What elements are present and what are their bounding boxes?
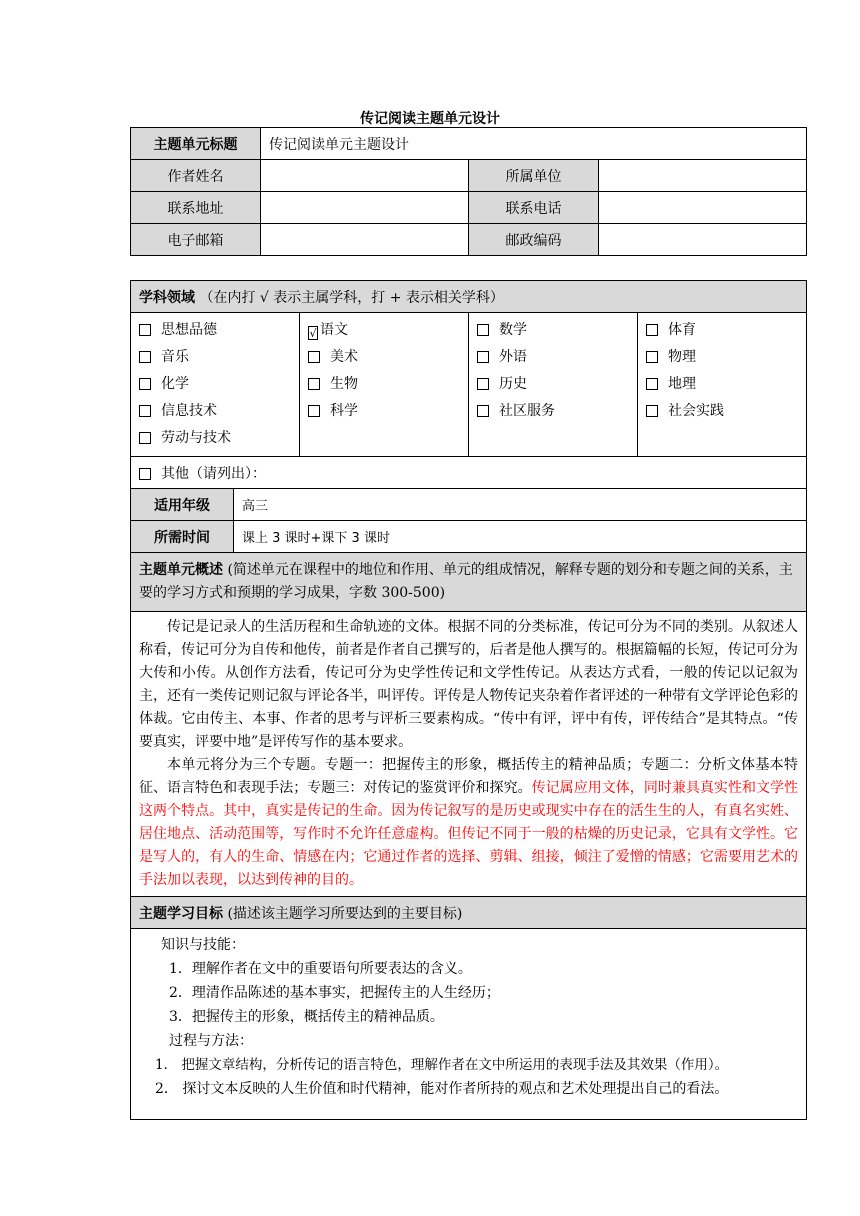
knowledge-item: 3．把握传主的形象，概括传主的精神品质。: [169, 1009, 444, 1025]
checkbox-icon[interactable]: [646, 351, 658, 363]
subject-option[interactable]: 生物: [308, 371, 460, 398]
grade-label: 适用年级: [131, 489, 234, 521]
subject-option[interactable]: 社会实践: [646, 398, 798, 425]
address-label: 联系地址: [131, 192, 261, 224]
zip-label: 邮政编码: [469, 224, 599, 256]
time-value[interactable]: 课上 3 课时+课下 3 课时: [234, 521, 807, 553]
subject-option[interactable]: 物理: [646, 344, 798, 371]
overview-red-text: 传记属应用文体，同时兼具真实性和文学性这两个特点。其中，真实是传记的生命。因为传记叙写的是历史或现实中存在的活生生的人，有真名实姓、居住地点、活动范围等，写作时不允许任意虚构。但传记不同于一般的枯燥的历史记录，它具有文学性。它是写人的，有人的生命、情感在内；它通过作者的选择、剪辑、组接，倾注了爱憎的情感；它需要用艺术的手法加以表现，以达到传神的目的。: [139, 780, 799, 888]
page-title: 传记阅读主题单元设计: [360, 111, 500, 127]
checkbox-icon[interactable]: [646, 378, 658, 390]
objectives-header: [131, 897, 807, 929]
objectives-hint: (描述该主题学习所要达到的主要目标): [227, 905, 463, 922]
checkbox-checked-icon[interactable]: √: [309, 327, 317, 340]
subject-option[interactable]: 美术: [308, 344, 460, 371]
overview-paragraph-2: 本单元将分为三个专题。专题一：把握传主的形象，概括传主的精神品质；专题二：分析文体基本特征、语言特色和表现手法；专题三：对传记的鉴赏评价和探究。传记属应用文体，同时兼具真实性和文学性这两个特点。其中，真实是传记的生命。因为传记叙写的是历史或现实中存在的活生生的人，有真名实姓、居住地点、活动范围等，写作时不允许任意虚构。但传记不同于一般的枯燥的历史记录，它具有文学性。它是写人的，有人的生命、情感在内；它通过作者的选择、剪辑、组接，倾注了爱憎的情感；它需要用艺术的手法加以表现，以达到传神的目的。: [139, 757, 799, 888]
overview-label: 主题单元概述: [139, 562, 223, 578]
checkbox-icon[interactable]: [477, 324, 489, 336]
overview-header: [131, 553, 807, 612]
overview-body: [131, 612, 807, 897]
email-label: 电子邮箱: [131, 224, 261, 256]
checkbox-icon[interactable]: [139, 324, 151, 336]
checkbox-icon[interactable]: [139, 405, 151, 417]
phone-value[interactable]: [599, 192, 807, 224]
checkbox-icon[interactable]: [139, 468, 151, 480]
checkbox-icon[interactable]: [308, 378, 320, 390]
checkbox-icon[interactable]: [477, 351, 489, 363]
info-table: [130, 127, 807, 256]
knowledge-item: 2．理清作品陈述的基本事实，把握传主的人生经历；: [169, 985, 500, 1001]
org-value[interactable]: [599, 160, 807, 192]
address-value[interactable]: [261, 192, 469, 224]
subject-col-4: [638, 313, 807, 457]
subject-option[interactable]: 思想品德: [139, 317, 291, 344]
knowledge-heading: 知识与技能：: [161, 937, 245, 953]
objectives-body: [131, 929, 807, 1120]
overview-hint: (简述单元在课程中的地位和作用、单元的组成情况，解释专题的划分和专题之间的关系，主要的学习方式和预期的学习成果，字数 300-500): [139, 562, 793, 601]
subject-col-1: [131, 313, 300, 457]
design-table: [130, 280, 807, 1120]
checkbox-icon[interactable]: [139, 351, 151, 363]
subject-option[interactable]: 劳动与技术: [139, 425, 291, 452]
checkbox-icon[interactable]: [646, 324, 658, 336]
grade-value[interactable]: 高三: [234, 489, 807, 521]
subject-option[interactable]: 数学: [477, 317, 629, 344]
checkbox-icon[interactable]: [308, 405, 320, 417]
subject-option[interactable]: 化学: [139, 371, 291, 398]
subject-area-hint: （在内打 √ 表示主属学科，打 + 表示相关学科）: [199, 289, 504, 306]
org-label: 所属单位: [469, 160, 599, 192]
process-item: 1． 把握文章结构，分析传记的语言特色，理解作者在文中所运用的表现手法及其效果（作用）。: [155, 1057, 729, 1073]
checkbox-icon[interactable]: [139, 432, 151, 444]
checkbox-icon[interactable]: [308, 351, 320, 363]
subject-option[interactable]: 科学: [308, 398, 460, 425]
author-label: 作者姓名: [131, 160, 261, 192]
subject-option[interactable]: 历史: [477, 371, 629, 398]
subject-option[interactable]: 信息技术: [139, 398, 291, 425]
process-heading: 过程与方法：: [169, 1033, 253, 1049]
author-value[interactable]: [261, 160, 469, 192]
subject-other-row[interactable]: [131, 457, 807, 489]
unit-title-value[interactable]: 传记阅读单元主题设计: [261, 128, 807, 160]
subject-area-label: 学科领域: [139, 289, 195, 306]
checkbox-icon[interactable]: [477, 378, 489, 390]
email-value[interactable]: [261, 224, 469, 256]
checkbox-icon[interactable]: [139, 378, 151, 390]
subject-option[interactable]: 音乐: [139, 344, 291, 371]
phone-label: 联系电话: [469, 192, 599, 224]
overview-paragraph-1: 传记是记录人的生活历程和生命轨迹的文体。根据不同的分类标准，传记可分为不同的类别。从叙述人称看，传记可分为自传和他传，前者是作者自己撰写的，后者是他人撰写的。根据篇幅的长短，传记可分为大传和小传。从创作方法看，传记可分为史学性传记和文学性传记。从表达方式看，一般的传记以记叙为主，还有一类传记则记叙与评论各半，叫评传。评传是人物传记夹杂着作者评述的一种带有文学评论色彩的体裁。它由传主、本事、作者的思考与评析三要素构成。“传中有评，评中有传，评传结合”是其特点。“传要真实，评要中地”是评传写作的基本要求。: [139, 619, 799, 750]
subject-option[interactable]: 体育: [646, 317, 798, 344]
subject-col-2: [300, 313, 469, 457]
zip-value[interactable]: [599, 224, 807, 256]
subject-option[interactable]: 社区服务: [477, 398, 629, 425]
time-label: 所需时间: [131, 521, 234, 553]
unit-title-label: 主题单元标题: [131, 128, 261, 160]
knowledge-item: 1．理解作者在文中的重要语句所要表达的含义。: [169, 961, 472, 977]
objectives-label: 主题学习目标: [139, 905, 223, 922]
subject-area-header: [131, 281, 807, 313]
subject-col-3: [469, 313, 638, 457]
subject-option[interactable]: 外语: [477, 344, 629, 371]
checkbox-icon[interactable]: [477, 405, 489, 417]
subject-option-chinese[interactable]: √ 语文: [309, 322, 348, 340]
subject-other-label: 其他（请列出）：: [161, 465, 266, 482]
subject-option[interactable]: 地理: [646, 371, 798, 398]
checkbox-icon[interactable]: [646, 405, 658, 417]
process-item: 2． 探讨文本反映的人生价值和时代精神，能对作者所持的观点和艺术处理提出自己的看法。: [155, 1081, 729, 1097]
